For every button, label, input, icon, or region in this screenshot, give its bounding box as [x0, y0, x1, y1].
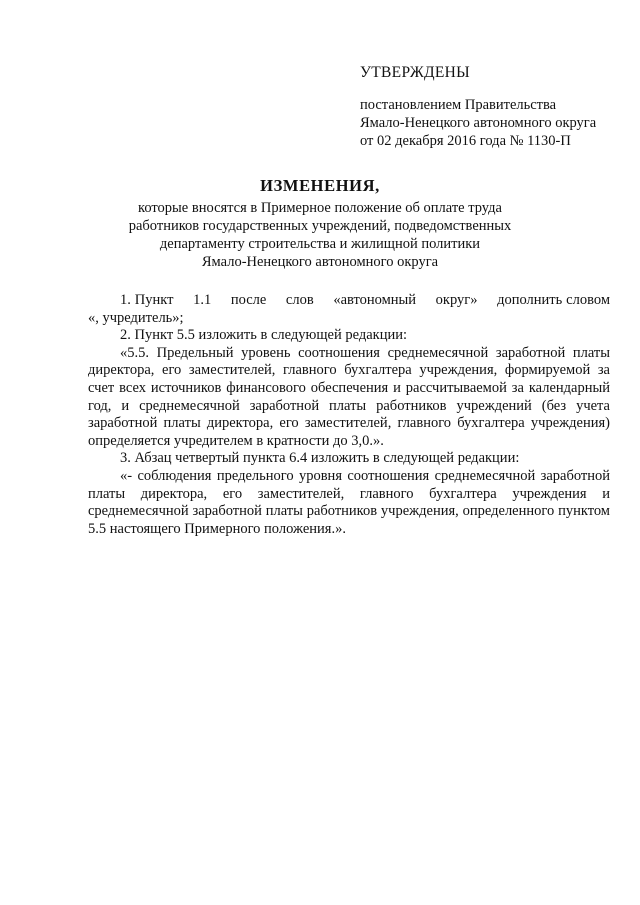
paragraph-item-1: 1. Пункт 1.1 после слов «автономный округ» дополнить словом «, учредитель»;: [88, 292, 614, 326]
paragraph-item-2: 2. Пункт 5.5 изложить в следующей редакции:: [120, 327, 408, 344]
paragraph-item-3: 3. Абзац четвертый пункта 6.4 изложить в следующей редакции:: [120, 450, 520, 467]
approval-line-date-number: от 02 декабря 2016 года № 1130-П: [360, 133, 571, 149]
paragraph-quote-6-4: «- соблюдения предельного уровня соотношения среднемесячной заработной платы директора, его заместителей, главного бухгалтера учреждения и среднемесячной заработной платы работников учреждения, определенного пунктом 5.5 настоящего Примерного положения.».: [88, 467, 610, 537]
document-heading: [86, 176, 554, 271]
paragraph-quote-5-5: «5.5. Предельный уровень соотношения среднемесячной заработной платы директора, его заместителей, главного бухгалтера учреждения, формируемой за счет всех источников финансового обеспечения и рассчитываемой за календарный год, и среднемесячной заработной платы работников учреждений (без учета заработной платы директора, его заместителей, главного бухгалтера учреждения) определяется учредителем в кратности до 3,0.».: [88, 344, 610, 449]
heading-line: департаменту строительства и жилищной политики: [159, 236, 481, 252]
document-body: [88, 292, 614, 538]
document-title: ИЗМЕНЕНИЯ,: [260, 176, 380, 195]
approval-stamp: УТВЕРЖДЕНЫ: [360, 64, 470, 81]
approval-line-region: Ямало-Ненецкого автономного округа: [360, 115, 597, 131]
approval-block: [360, 64, 620, 150]
heading-line: Ямало-Ненецкого автономного округа: [201, 254, 439, 270]
heading-line: работников государственных учреждений, подведомственных: [128, 218, 512, 234]
approval-line-resolution: постановлением Правительства: [360, 97, 557, 113]
heading-line: которые вносятся в Примерное положение об оплате труда: [138, 200, 502, 216]
